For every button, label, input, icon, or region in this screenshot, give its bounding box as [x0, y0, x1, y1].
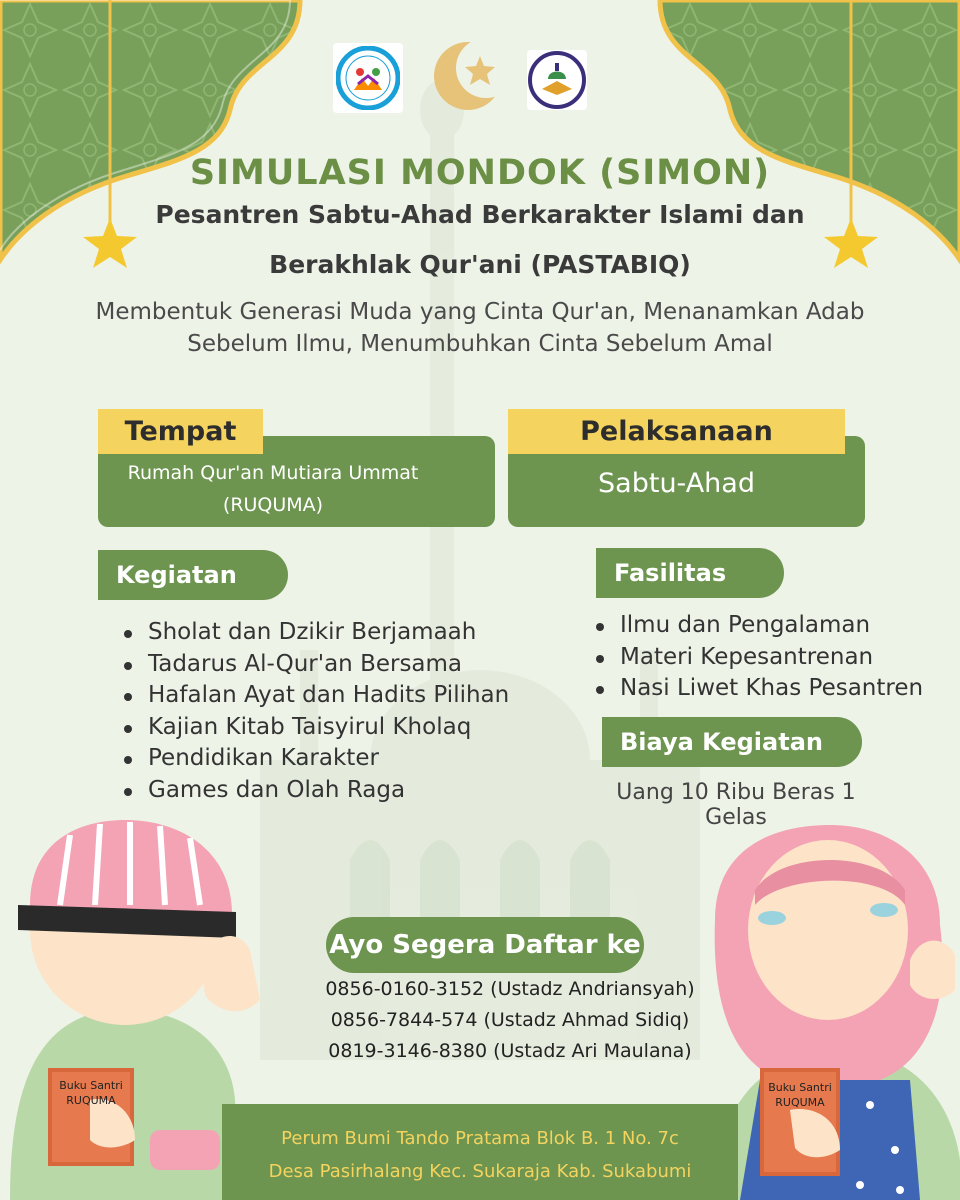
event-title: SIMULASI MONDOK (SIMON)	[189, 153, 771, 193]
list-item: Materi Kepesantrenan	[592, 642, 923, 674]
pelaksanaan-value: Sabtu-Ahad	[598, 468, 755, 499]
kegiatan-heading: Kegiatan	[98, 550, 288, 600]
address-line1: Perum Bumi Tando Pratama Blok B. 1 No. 7c	[281, 1128, 679, 1149]
book-right-line1: Buku Santri	[768, 1081, 832, 1094]
biaya-value: Uang 10 Ribu Beras 1 Gelas	[616, 780, 856, 830]
list-item: Nasi Liwet Khas Pesantren	[592, 673, 923, 705]
tagline-line2: Sebelum Ilmu, Menumbuhkan Cinta Sebelum Amal	[187, 331, 773, 357]
pelaksanaan-label: Pelaksanaan	[508, 409, 845, 454]
biaya-heading: Biaya Kegiatan	[602, 717, 862, 767]
event-subtitle-line1: Pesantren Sabtu-Ahad Berkarakter Islami dan	[155, 200, 805, 229]
fasilitas-heading: Fasilitas	[596, 548, 784, 598]
contact-andriansyah: 0856-0160-3152 (Ustadz Andriansyah)	[325, 978, 695, 1000]
yaquma-logo	[333, 43, 403, 113]
list-item: Sholat dan Dzikir Berjamaah	[120, 617, 509, 649]
ruquma-logo-icon	[528, 51, 586, 109]
list-item: Pendidikan Karakter	[120, 743, 509, 775]
list-item: Tadarus Al-Qur'an Bersama	[120, 649, 509, 681]
tempat-value-line2: (RUQUMA)	[222, 494, 324, 516]
book-left-line2: RUQUMA	[66, 1094, 116, 1107]
list-item: Games dan Olah Raga	[120, 775, 509, 807]
kegiatan-list	[120, 617, 509, 806]
list-item: Kajian Kitab Taisyirul Kholaq	[120, 712, 509, 744]
contact-ari-maulana: 0819-3146-8380 (Ustadz Ari Maulana)	[328, 1040, 692, 1062]
yaquma-logo-icon	[336, 46, 400, 110]
daftar-heading: Ayo Segera Daftar ke	[326, 917, 644, 973]
book-right-line2: RUQUMA	[775, 1096, 825, 1109]
tempat-value-line1: Rumah Qur'an Mutiara Ummat	[127, 462, 419, 484]
list-item: Ilmu dan Pengalaman	[592, 610, 923, 642]
book-left-line1: Buku Santri	[59, 1079, 123, 1092]
book-left-label	[52, 1078, 130, 1108]
fasilitas-list	[592, 610, 923, 705]
contact-ahmad-sidiq: 0856-7844-574 (Ustadz Ahmad Sidiq)	[330, 1009, 690, 1031]
event-subtitle-line2: Berakhlak Qur'ani (PASTABIQ)	[269, 250, 691, 279]
address-line2: Desa Pasirhalang Kec. Sukaraja Kab. Sukabumi	[268, 1161, 692, 1182]
footer-address	[222, 1104, 738, 1200]
list-item: Hafalan Ayat dan Hadits Pilihan	[120, 680, 509, 712]
ruquma-logo	[527, 50, 587, 110]
tempat-label: Tempat	[98, 409, 263, 454]
tagline	[60, 296, 900, 360]
book-right-label	[764, 1080, 836, 1110]
tagline-line1: Membentuk Generasi Muda yang Cinta Qur'an, Menanamkan Adab	[95, 299, 865, 325]
